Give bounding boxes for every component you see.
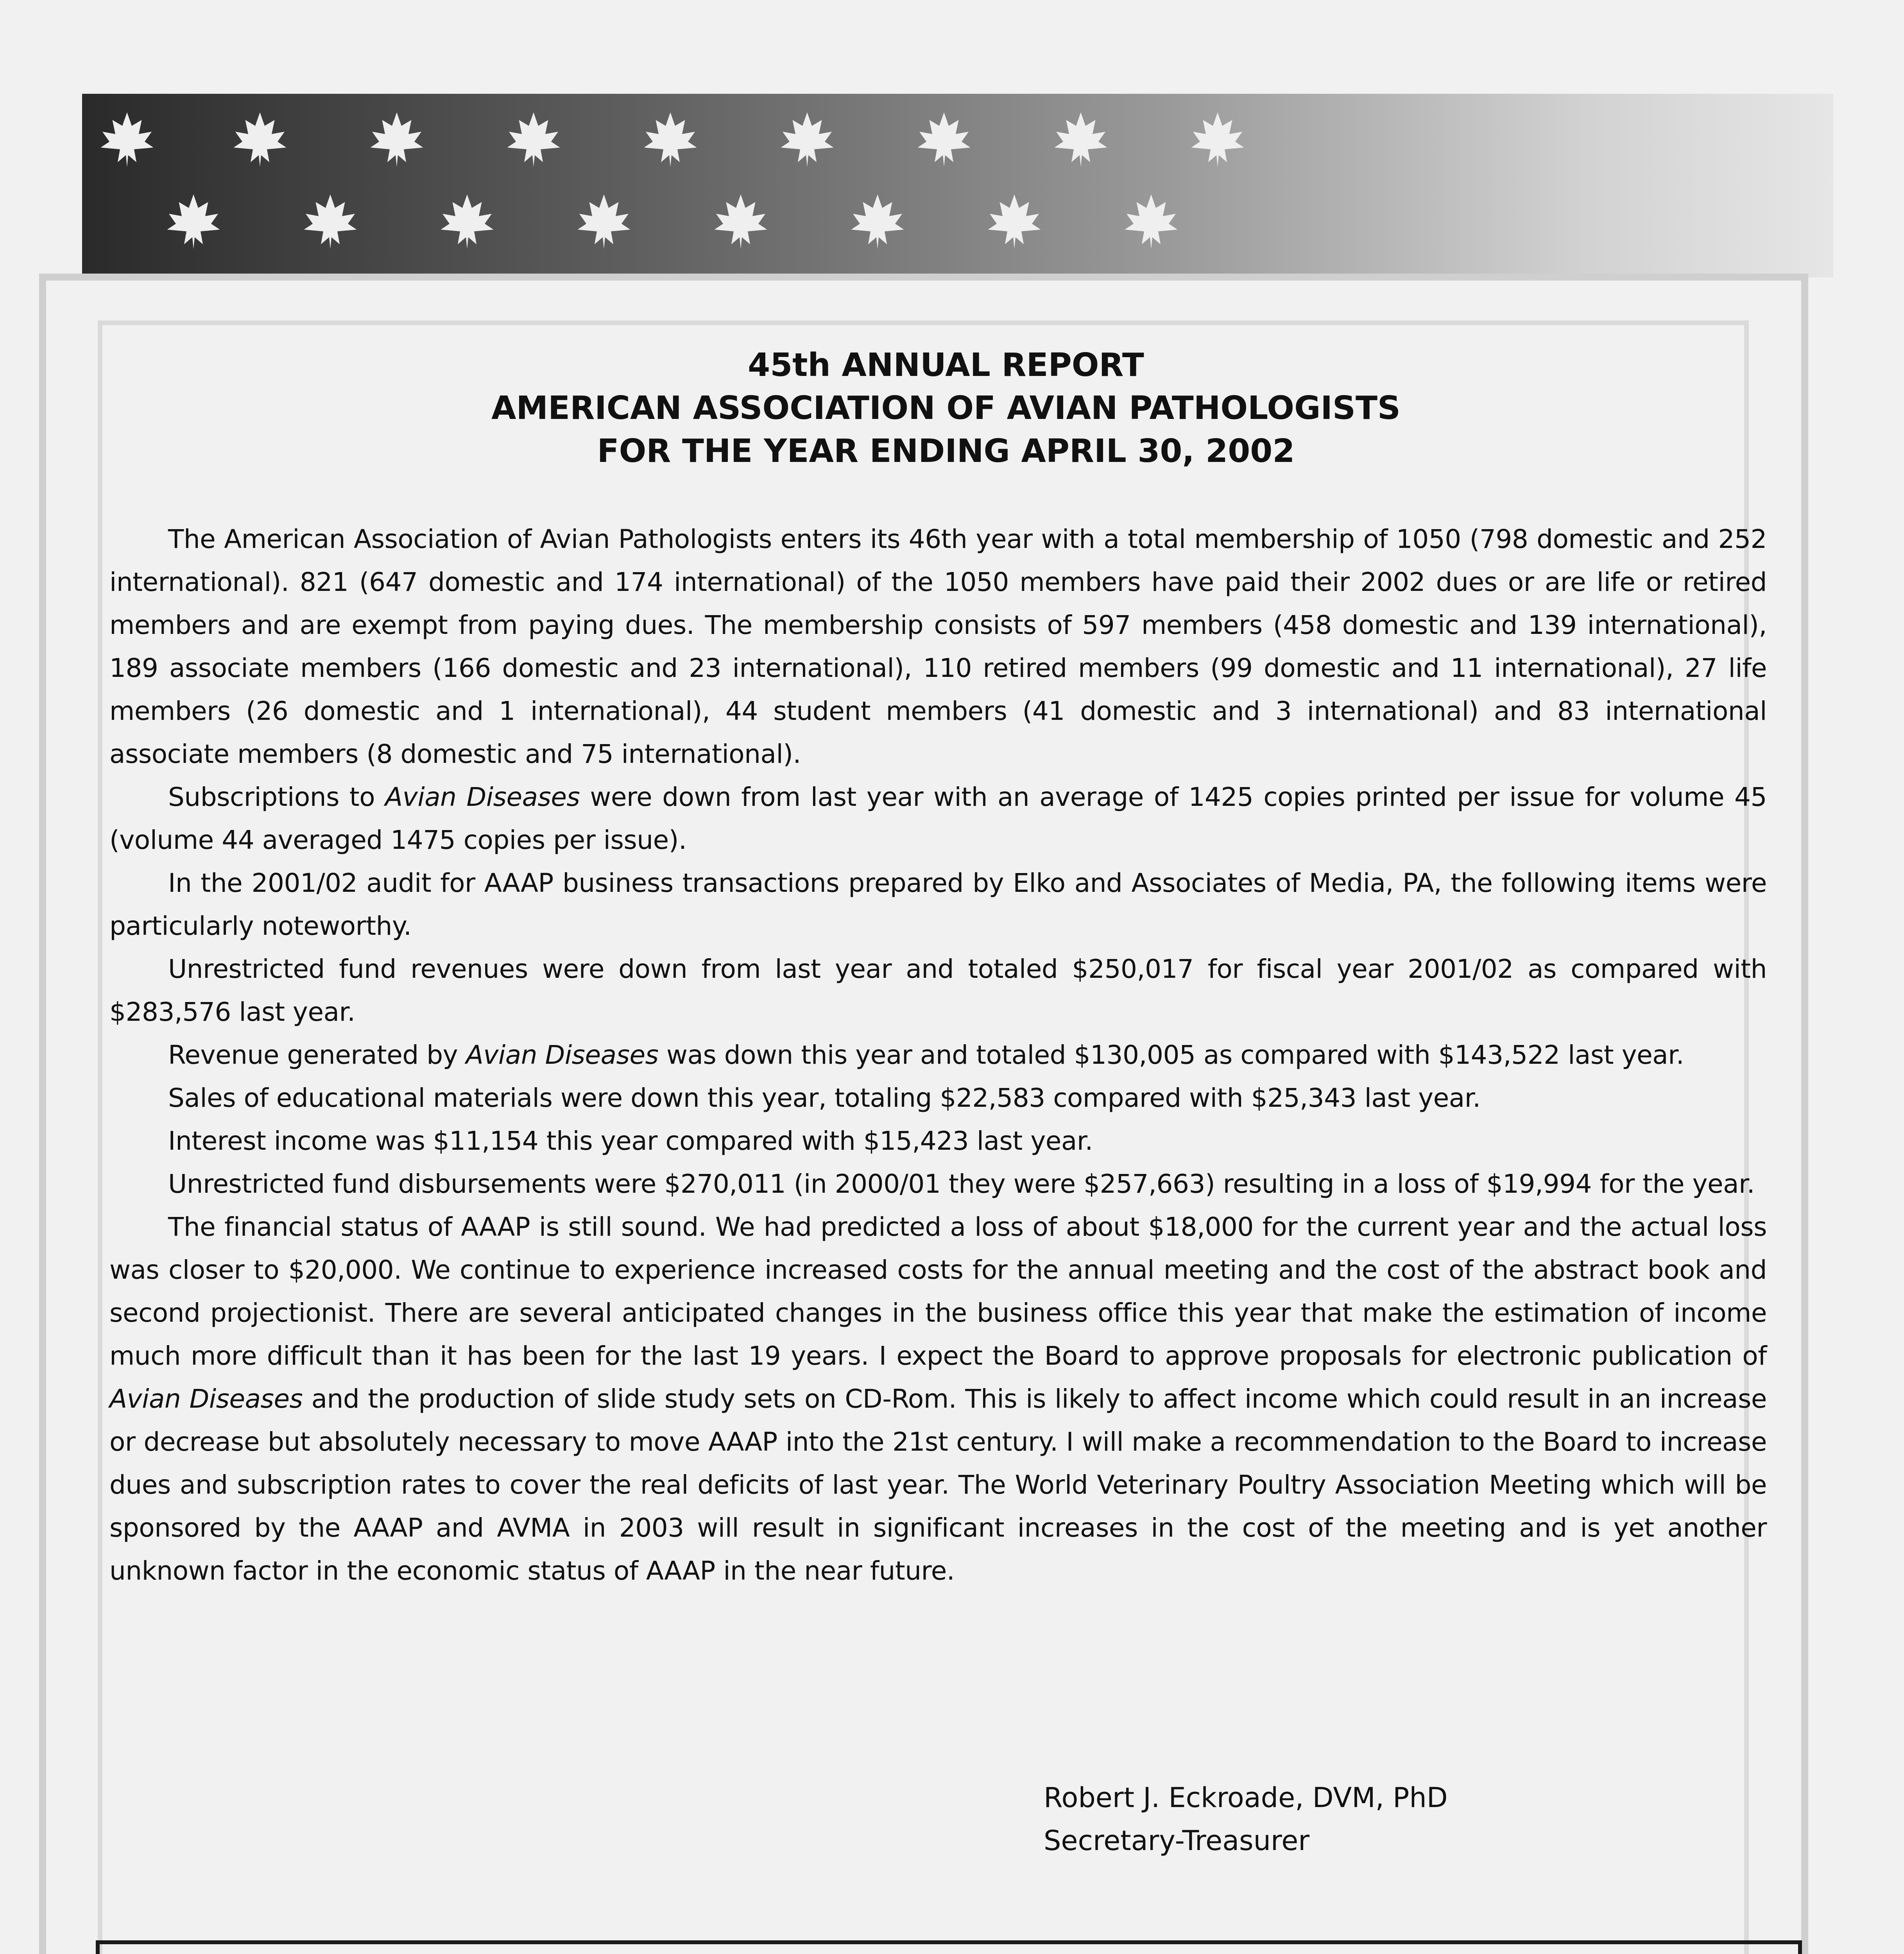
maple-leaf-icon — [778, 109, 836, 168]
report-body — [109, 518, 1767, 1593]
avma-nominations-box — [96, 1940, 1802, 1954]
subscriptions-paragraph: Subscriptions to Avian Diseases were down from last year with an average of 1425 copies printed per issue for volume 45 (volume 44 averaged 1475 copies per issue). — [109, 782, 1767, 855]
maple-leaf-icon — [367, 109, 426, 168]
membership-paragraph: The American Association of Avian Pathologists enters its 46th year with a total membership of 1050 (798 domestic and 252 international). 821 (647 domestic and 174 international) of the 1050 members have paid their 2002 dues or are life or retired members and are exempt from paying dues. The membership consists of 597 members (458 domestic and 139 international), 189 associate members (166 domestic and 23 international), 110 retired members (99 domestic and 11 international), 27 life members (26 domestic and 1 international), 44 student members (41 domestic and 3 international) and 83 international associate members (8 domestic and 75 international). — [109, 524, 1767, 769]
disbursements-paragraph: Unrestricted fund disbursements were $270,011 (in 2000/01 they were $257,663) resulting in a loss of $19,994 for the year. — [168, 1169, 1755, 1199]
journal-title: Avian Diseases — [385, 782, 580, 812]
maple-leaf-icon — [1122, 191, 1180, 250]
maple-leaf-icon — [575, 191, 633, 250]
maple-leaf-icon — [98, 109, 156, 168]
signature-block — [1044, 1776, 1448, 1862]
maple-leaf-icon — [438, 191, 496, 250]
interest-income-paragraph: Interest income was $11,154 this year compared with $15,423 last year. — [168, 1126, 1093, 1156]
signature-name: Robert J. Eckroade, DVM, PhD — [1044, 1782, 1448, 1814]
maple-leaf-icon — [1188, 109, 1247, 168]
journal-title: Avian Diseases — [466, 1040, 659, 1070]
maple-leaf-icon — [504, 109, 563, 168]
maple-leaf-icon — [164, 191, 223, 250]
maple-leaf-icon — [848, 191, 907, 250]
maple-leaf-icon — [301, 191, 360, 250]
audit-paragraph: In the 2001/02 audit for AAAP business transactions prepared by Elko and Associates of Media, PA, the following items were particularly noteworthy. — [109, 868, 1767, 941]
maple-leaf-icon — [985, 191, 1044, 250]
report-title-line2: AMERICAN ASSOCIATION OF AVIAN PATHOLOGISTS — [491, 390, 1401, 427]
maple-leaf-banner — [82, 94, 1833, 277]
report-title-line1: 45th ANNUAL REPORT — [748, 347, 1144, 384]
signature-title: Secretary-Treasurer — [1044, 1825, 1310, 1857]
maple-leaf-icon — [1051, 109, 1110, 168]
journal-revenue-paragraph: Revenue generated by Avian Diseases was down this year and totaled $130,005 as compared with $143,522 last year. — [168, 1040, 1684, 1070]
maple-leaf-icon — [231, 109, 289, 168]
journal-title: Avian Diseases — [109, 1384, 303, 1414]
educational-sales-paragraph: Sales of educational materials were down this year, totaling $22,583 compared with $25,343 last year. — [168, 1083, 1481, 1113]
maple-leaf-icon — [711, 191, 770, 250]
financial-status-paragraph: The financial status of AAAP is still sound. We had predicted a loss of about $18,000 for the current year and the actual loss was closer to $20,000. We continue to experience increased costs for the annual meeting and the cost of the abstract book and second projectionist. There are several anticipated changes in the business office this year that make the estimation of income much more difficult than it has been for the last 19 years. I expect the Board to approve proposals for electronic publication of Avian Diseases and the production of slide study sets on CD-Rom. This is likely to affect income which could result in an increase or decrease but absolutely necessary to move AAAP into the 21st century. I will make a recommendation to the Board to increase dues and subscription rates to cover the real deficits of last year. The World Veterinary Poultry Association Meeting which will be sponsored by the AAAP and AVMA in 2003 will result in significant increases in the cost of the meeting and is yet another unknown factor in the economic status of AAAP in the near future. — [109, 1212, 1767, 1586]
report-title-line3: FOR THE YEAR ENDING APRIL 30, 2002 — [597, 433, 1295, 470]
fund-revenues-paragraph: Unrestricted fund revenues were down from last year and totaled $250,017 for fiscal year 2001/02 as compared with $283,576 last year. — [109, 954, 1767, 1027]
report-title — [109, 344, 1782, 473]
maple-leaf-icon — [641, 109, 700, 168]
maple-leaf-icon — [915, 109, 973, 168]
